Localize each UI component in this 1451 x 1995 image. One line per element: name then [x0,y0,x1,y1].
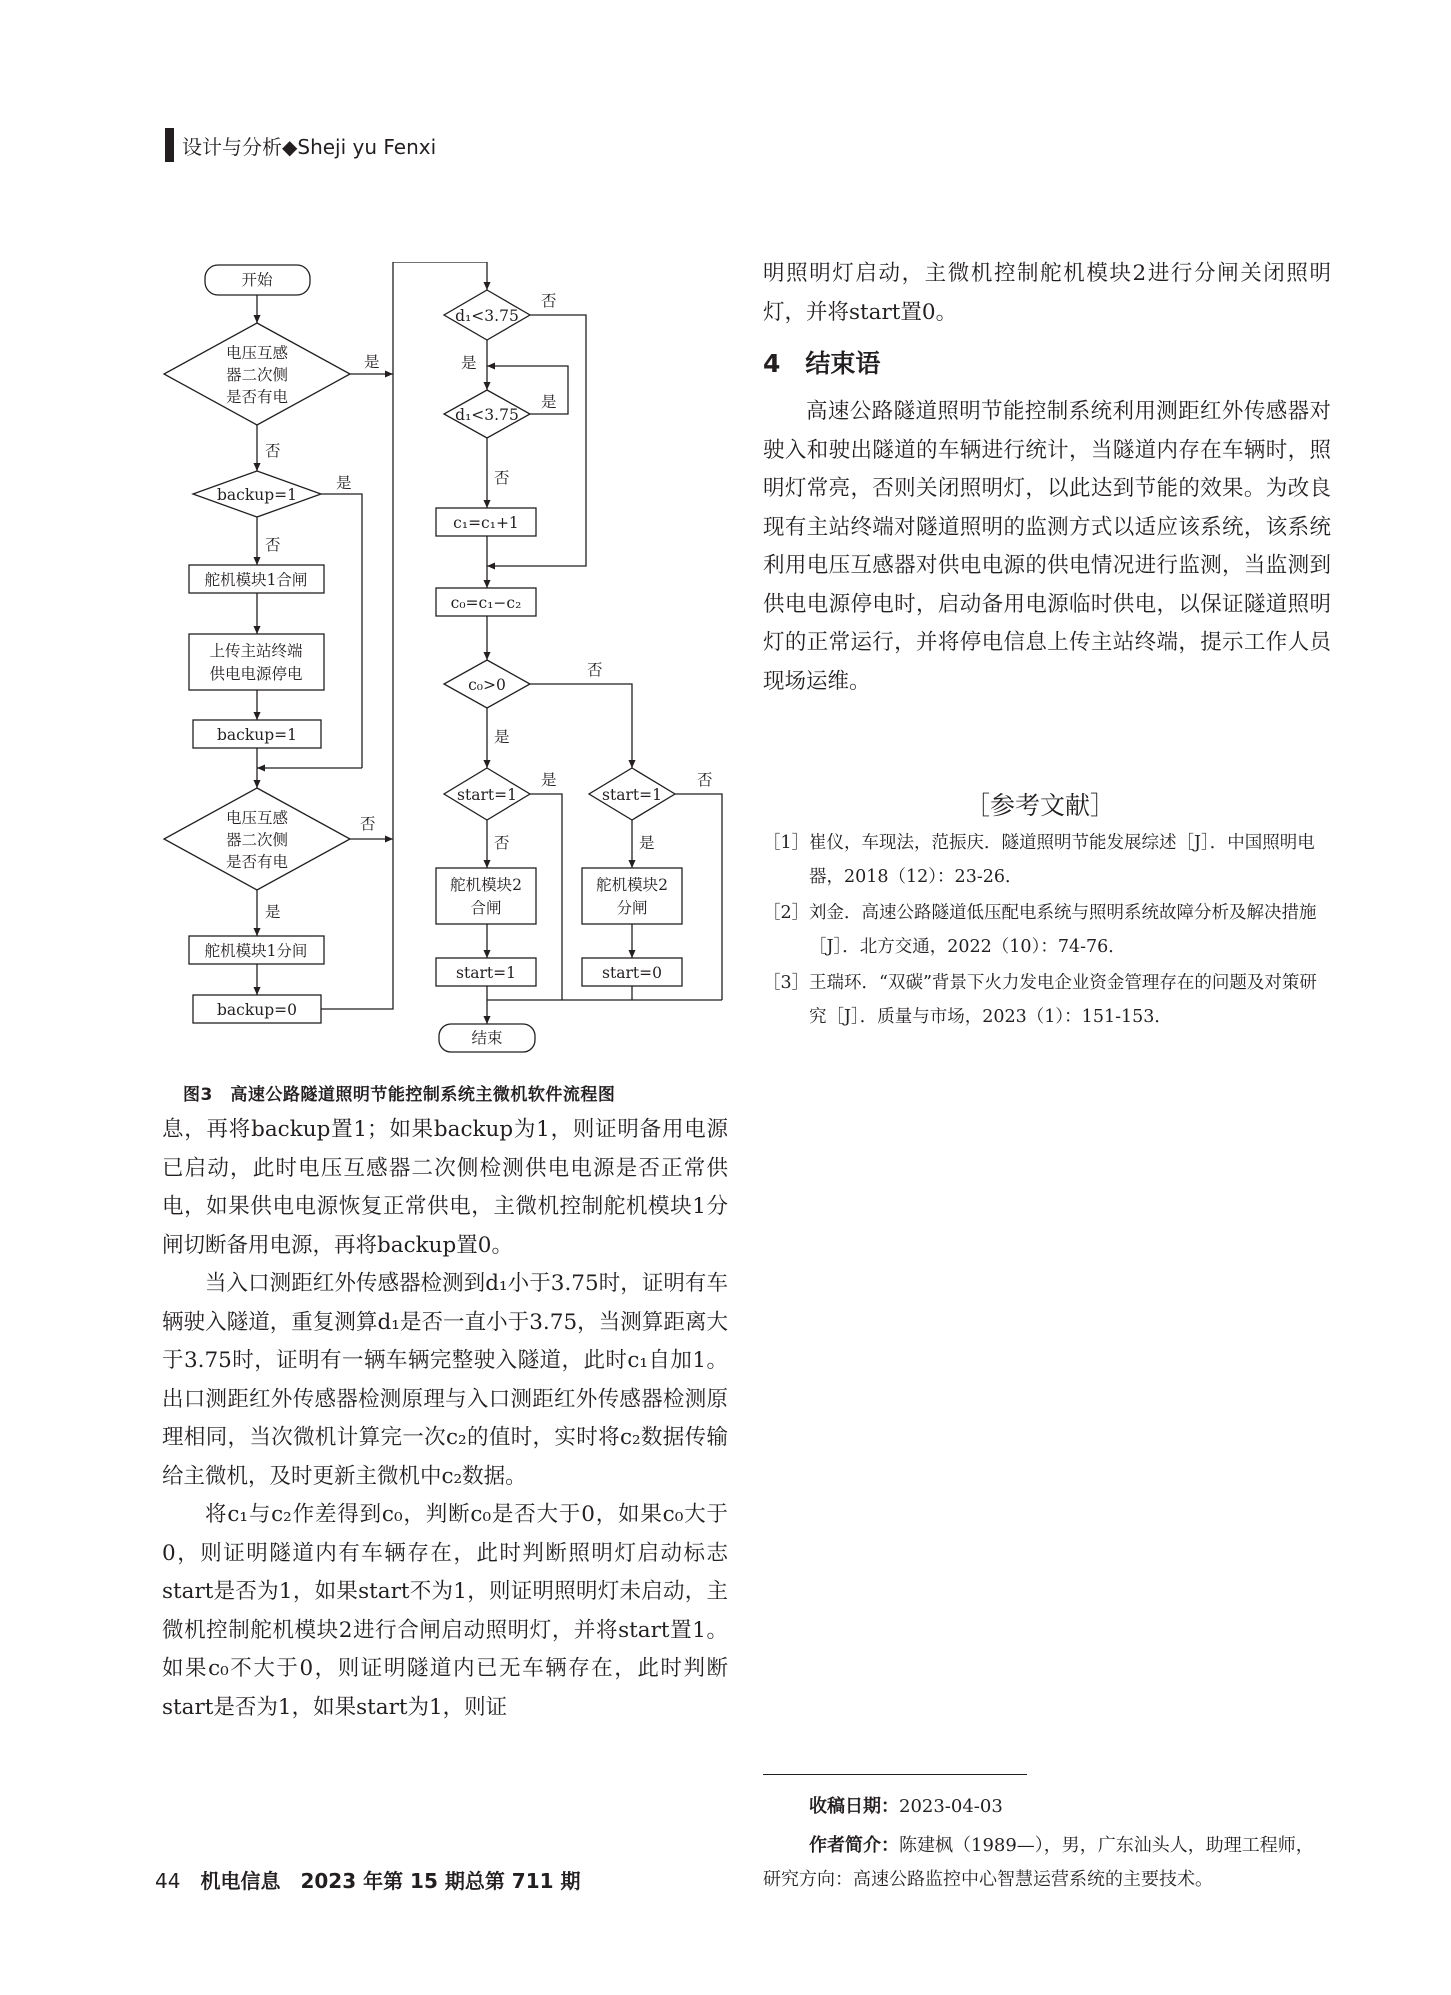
check-power-1-line-2: 器二次侧 [225,366,289,384]
upload-line-1: 上传主站终端 [209,642,303,660]
backup-set1-label: backup=1 [217,726,297,744]
start-set0-label: start=0 [602,964,662,982]
start-set1-label: start=1 [456,964,516,982]
end-label: 结束 [471,1029,503,1047]
reference-item: ［1］ 崔仪，车现法，范振庆．隧道照明节能发展综述［J］．中国照明电器，2018（12）：23-26． [763,833,1315,887]
conclusion-block [763,393,1331,701]
yes-label: 是 [336,474,352,492]
servo1-close-label: 舵机模块1合闸 [204,571,308,589]
page-footer [155,1865,581,1894]
yes-label: 是 [541,771,557,789]
yes-label: 是 [494,728,510,746]
d1-check-b-label: d₁<3.75 [455,406,519,424]
no-label: 否 [265,536,281,554]
c0-calc-label: c₀=c₁−c₂ [450,594,522,612]
yes-label: 是 [541,393,557,411]
no-label: 否 [494,834,510,852]
no-label: 否 [494,469,510,487]
no-label: 否 [587,661,603,679]
servo1-open-label: 舵机模块1分间 [204,942,308,960]
backup-check-label: backup=1 [217,486,297,504]
references-title: ［参考文献］ [965,791,1116,820]
body-paragraph: 高速公路隧道照明节能控制系统利用测距红外传感器对驶入和驶出隧道的车辆进行统计，当隧道内存在车辆时，照明灯常亮，否则关闭照明灯，以此达到节能的效果。为改良现有主站终端对隧道照明的监测方式以适应该系统，该系统利用电压互感器对供电电源的供电情况进行监测，当监测到供电电源停电时，启动备用电源临时供电，以保证隧道照明灯的正常运行，并将停电信息上传主站终端，提示工作人员现场运维。 [763,399,1331,694]
body-paragraph: 将c₁与c₂作差得到c₀，判断c₀是否大于0，如果c₀大于0，则证明隧道内有车辆存在，此时判断照明灯启动标志start是否为1，如果start不为1，则证明照明灯未启动，主微机控制舵机模块2进行合闸启动照明灯，并将start置1。如果c₀不大于0，则证明隧道内已无车辆存在，此时判断start是否为1，如果start为1，则证 [162,1502,728,1720]
check-power-2-line-1: 电压互感 [225,809,289,827]
page-number: 44 [155,1869,181,1893]
check-power-1-line-1: 电压互感 [225,344,289,362]
yes-label: 是 [364,353,380,371]
reference-item: ［2］ 刘金．高速公路隧道低压配电系统与照明系统故障分析及解决措施［J］．北方交通，2022（10）：74-76． [763,903,1317,957]
start-check-right-label: start=1 [602,786,662,804]
no-label: 否 [697,771,713,789]
author-bio: 作者简介：陈建枫（1989—），男，广东汕头人，助理工程师，研究方向：高速公路监控中心智慧运营系统的主要技术。 [763,1835,1314,1890]
yes-label: 是 [265,903,281,921]
check-power-2-line-2: 器二次侧 [225,831,289,849]
running-header: 设计与分析◆Sheji yu Fenxi [182,135,437,159]
no-label: 否 [265,442,281,460]
check-power-1-line-3: 是否有电 [225,388,289,406]
journal-info: 机电信息 2023 年第 15 期总第 711 期 [200,1869,581,1893]
yes-label: 是 [639,834,655,852]
right-column-continuation [763,255,1331,332]
footnote-rule [763,1774,1027,1775]
references-list [763,826,1331,1036]
check-power-2-line-3: 是否有电 [225,853,289,871]
reference-item: ［3］ 王瑞环．“双碳”背景下火力发电企业资金管理存在的问题及对策研究［J］．质量与市场，2023（1）：151-153． [763,973,1317,1027]
backup-set0-label: backup=0 [217,1001,297,1019]
received-date: 收稿日期：2023-04-03 [809,1796,1003,1817]
servo2-close-line-1: 舵机模块2 [450,876,522,894]
body-paragraph: 息，再将backup置1；如果backup为1，则证明备用电源已启动，此时电压互感器二次侧检测供电电源是否正常供电，如果供电电源恢复正常供电，主微机控制舵机模块1分闸切断备用电源，再将backup置0。 [162,1117,728,1258]
left-column [162,1111,728,1727]
c0-check-label: c₀>0 [468,676,506,694]
body-paragraph: 明照明灯启动，主微机控制舵机模块2进行分闸关闭照明灯，并将start置0。 [763,261,1331,325]
start-check-left-label: start=1 [457,786,517,804]
header-bar [165,128,174,162]
start-label: 开始 [241,271,273,289]
no-label: 否 [360,815,376,833]
servo2-close-line-2: 合闸 [470,899,502,917]
upload-line-2: 供电电源停电 [209,665,303,683]
d1-check-a-label: d₁<3.75 [455,307,519,325]
c1-inc-label: c₁=c₁+1 [453,514,519,532]
body-paragraph: 当入口测距红外传感器检测到d₁小于3.75时，证明有车辆驶入隧道，重复测算d₁是否一直小于3.75，当测算距离大于3.75时，证明有一辆车辆完整驶入隧道，此时c₁自加1。出口测距红外传感器检测原理与入口测距红外传感器检测原理相同，当次微机计算完一次c₂的值时，实时将c₂数据传输给主微机，及时更新主微机中c₂数据。 [162,1271,728,1489]
flowchart [160,262,740,1067]
figure-caption: 图3 高速公路隧道照明节能控制系统主微机软件流程图 [183,1085,616,1105]
no-label: 否 [541,292,557,310]
servo2-open-line-2: 分闸 [616,899,648,917]
yes-label: 是 [461,354,477,372]
section-title: 4 结束语 [763,349,881,378]
servo2-open-line-1: 舵机模块2 [596,876,668,894]
